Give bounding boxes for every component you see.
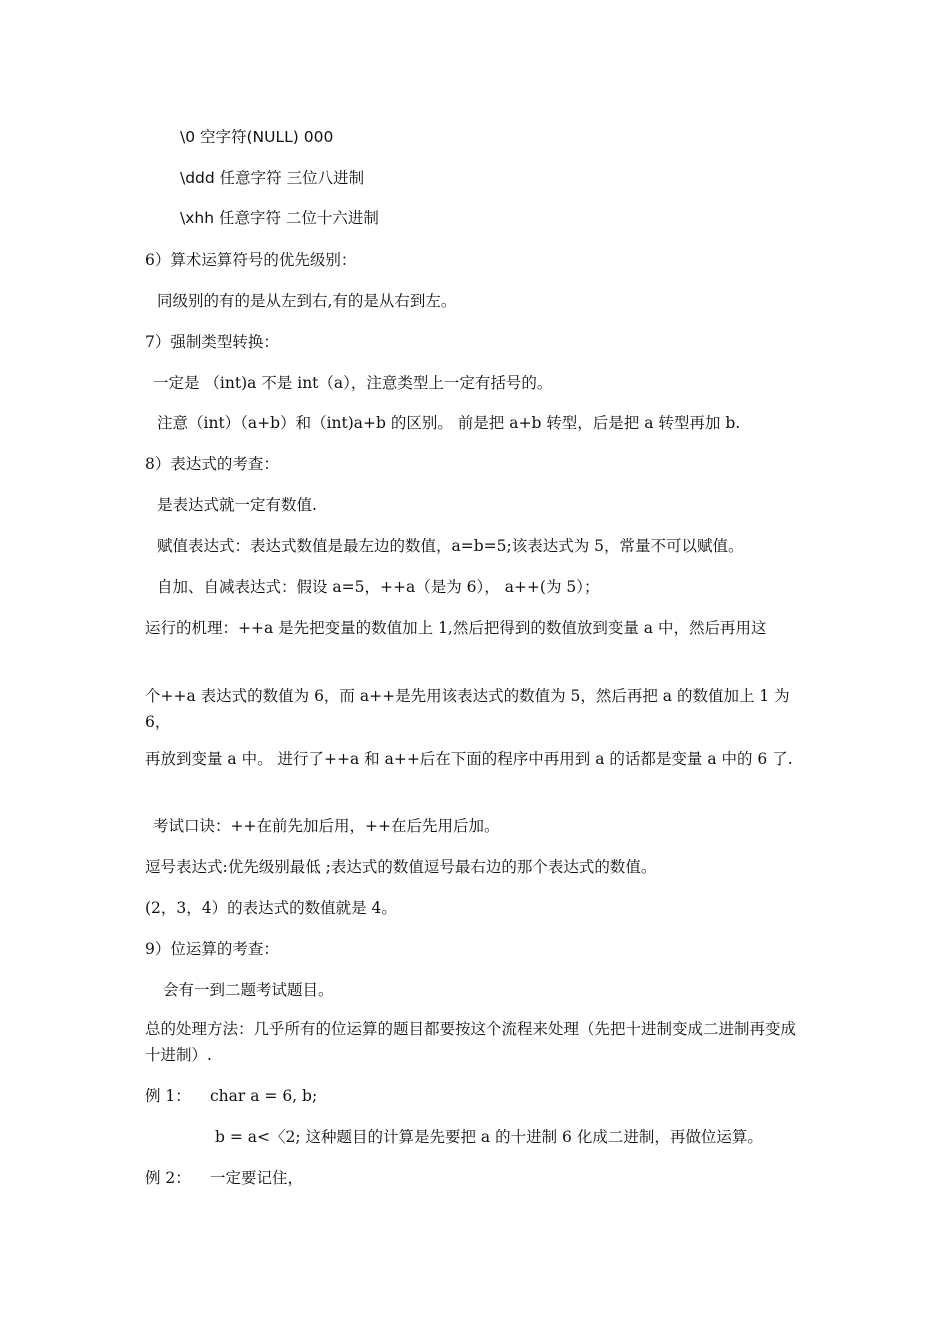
expression-note: 是表达式就一定有数值. <box>157 496 317 514</box>
increment-expression-note: 自加、自减表达式：假设 a=5，++a（是为 6）， a++(为 5）； <box>157 578 600 596</box>
section-8-heading: 8）表达式的考查： <box>145 455 279 473</box>
comma-expression-note: 逗号表达式:优先级别最低 ;表达式的数值逗号最右边的那个表达式的数值。 <box>145 858 657 876</box>
assignment-expression-note: 赋值表达式：表达式数值是最左边的数值，a=b=5;该表达式为 5，常量不可以赋值。 <box>157 537 744 555</box>
mechanism-paragraph-2: 个++a 表达式的数值为 6，而 a++是先用该表达式的数值为 5，然后再把 a 的数值加上 1 为 6， <box>145 687 790 731</box>
cast-note-1: 一定是 （int)a 不是 int（a），注意类型上一定有括号的。 <box>153 374 553 392</box>
cast-note-2: 注意（int）（a+b）和（int)a+b 的区别。 前是把 a+b 转型，后是把 a 转型再加 b. <box>157 414 741 432</box>
section-9-heading: 9）位运算的考查： <box>145 940 279 958</box>
precedence-note: 同级别的有的是从左到右,有的是从右到左。 <box>157 292 457 310</box>
comma-expression-example: (2，3，4）的表达式的数值就是 4。 <box>145 899 397 917</box>
escape-hex-line: \xhh 任意字符 二位十六进制 <box>180 209 379 227</box>
example-2-label: 例 2： <box>145 1169 191 1187</box>
escape-null-line: \0 空字符(NULL) 000 <box>180 128 334 146</box>
example-1-explanation: b = a<〈2; 这种题目的计算是先要把 a 的十进制 6 化成二进制，再做位运算。 <box>215 1128 763 1146</box>
section-7-heading: 7）强制类型转换： <box>145 333 279 351</box>
bitwise-method-paragraph: 总的处理方法：几乎所有的位运算的题目都要按这个流程来处理（先把十进制变成二进制再变成十进制）. <box>145 1020 797 1064</box>
mechanism-paragraph-1: 运行的机理：++a 是先把变量的数值加上 1,然后把得到的数值放到变量 a 中，然后再用这 <box>145 619 767 637</box>
escape-octal-line: \ddd 任意字符 三位八进制 <box>180 169 365 187</box>
section-6-heading: 6）算术运算符号的优先级别： <box>145 251 357 269</box>
example-2-text: 一定要记住， <box>210 1169 304 1187</box>
example-1-label: 例 1： <box>145 1087 191 1105</box>
example-1-code: char a = 6, b; <box>210 1087 318 1105</box>
bitwise-exam-note: 会有一到二题考试题目。 <box>163 981 334 999</box>
exam-mnemonic: 考试口诀：++在前先加后用，++在后先用后加。 <box>153 817 500 835</box>
mechanism-paragraph-3: 再放到变量 a 中。 进行了++a 和 a++后在下面的程序中再用到 a 的话都是变量 a 中的 6 了. <box>145 750 793 768</box>
